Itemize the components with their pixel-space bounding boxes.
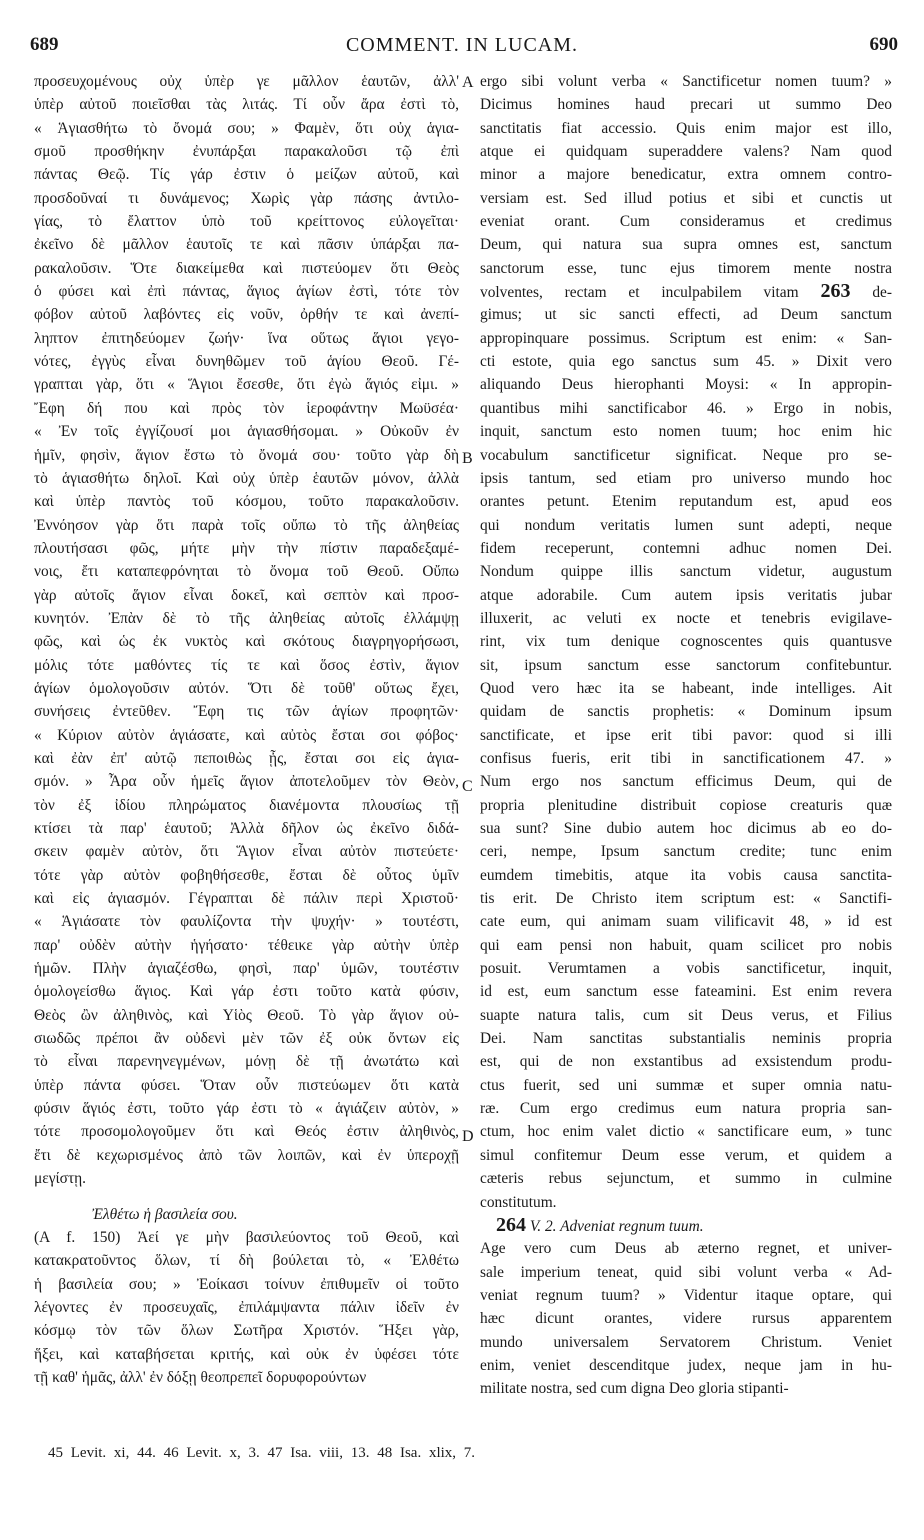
text-line: est, qui de non exstantibus ad exsistendum produ- (480, 1053, 892, 1071)
text-line: Θεὸς ὢν ἀληθινὸς, καὶ Υἱὸς Θεοῦ. Τὸ γὰρ ἅγιον οὐ- (34, 1006, 459, 1024)
text-line: (A f. 150) Ἀεί γε μὴν βασιλεύοντος τοῦ Θεοῦ, καὶ (34, 1228, 459, 1246)
text-line: νότες, ἐγγὺς εἶναι δυνηθῶμεν τοῦ ἁγίου Θεοῦ. Γέ- (34, 353, 459, 371)
text-line: κόσμῳ τὸν τῶν ὅλων Σωτῆρα Χριστόν. Ἥξει γὰρ, (34, 1322, 459, 1340)
text-line: minor a majore benedicatur, extra omnem contro- (480, 166, 892, 184)
text-line: « Κύριον αὐτὸν ἁγιάσατε, καὶ αὐτὸς ἔσται σοι φόβος· (34, 726, 459, 744)
text-line: τὸν ἐξ ἰδίου πληρώματος διανέμοντα πλουσίως τῇ (34, 796, 459, 814)
text-line: Ἔφη δή που καὶ πρὸς τὸν ἱεροφάντην Μωϋσέα· (34, 399, 459, 417)
text-line: Dei. Nam sanctitas substantialis neminis propria (480, 1030, 892, 1048)
text-line: gimus; ut sic sancti effecti, ad Deum sanctum (480, 306, 892, 324)
latin-text-column (480, 70, 892, 1401)
text-line: sale imperium teneat, quid sibi volunt verba « Ad- (480, 1263, 892, 1281)
page-header (0, 34, 924, 66)
greek-text-column (34, 70, 459, 1389)
text-line: σμοῦ προσθήκην ἐνυπάρξαι παρακαλοῦσι τῷ ἐπὶ (34, 143, 459, 161)
text-line: νοις, ἔτι καταπεφρόνηται τὸ ὄνομα τοῦ Θεοῦ. Οὔπω (34, 563, 459, 581)
text-line: τὸ ἁγιασθήτω δηλοῖ. Καὶ οὐχ ὑπὲρ ἑαυτῶν μόνον, ἀλλὰ (34, 469, 459, 487)
text-line: παρ' οὐδὲν αὐτὴν ἡγήσατο· τέθεικε γὰρ αὐτὴν ὑπὲρ (34, 936, 459, 954)
text-line: inquit, sanctum esto nomen tuum; hoc enim hic (480, 423, 892, 441)
text-line: ceri, nempe, Ipsum sanctum credite; tunc enim (480, 843, 892, 861)
text-line: ἡ βασιλεία σου; » Ἐοίκασι τοίνυν ἐπιθυμεῖν οἱ τοῦτο (34, 1275, 459, 1293)
text-line: rint, vix tum denique cognoscentes quis quantusve (480, 633, 892, 651)
text-line: ἁγίων ὁμολογοῦσιν αὐτόν. Ὅτι δὲ τοῦθ' οὕτως ἔχει, (34, 679, 459, 697)
text-line: ρακαλοῦσιν. Ὅτε διακείμεθα καὶ πιστεύομεν ὅτι Θεὸς (34, 259, 459, 277)
text-line: κυνητόν. Ἐπὰν δὲ τὸ τῆς ἀληθείας αὐτοῖς ἐλλάμψῃ (34, 609, 459, 627)
page-number-right: 690 (869, 34, 898, 55)
text-line: συνήσεις ἐντεῦθεν. Ἔφη τις τῶν ἁγίων προφητῶν· (34, 703, 459, 721)
text-line: ληπτον ἐπιτηδεύομεν ζωήν· ἵνα οὕτως ἅγιοι γεγο- (34, 329, 459, 347)
text-line: suapte natura talis, cum sit Deus verus, et Filius (480, 1006, 892, 1024)
text-line: sit, ipsum sanctum esse sanctorum confitebuntur. (480, 656, 892, 674)
text-line: sanctificate, et ipse erit tibi pavor: quod si illi (480, 726, 892, 744)
text-line: ἔτι δὲ κεχωρισμένος ἀπὸ τῶν λοιπῶν, καὶ ἐν ὑπεροχῇ (34, 1146, 459, 1164)
text-line: veniat regnum tuum? » Videntur itaque optare, qui (480, 1286, 892, 1304)
text-line: eumdem timebitis, atque ita vobis causa sanctita- (480, 866, 892, 884)
margin-letter-c: C (462, 778, 473, 795)
text-line: καὶ εἰς ἁγιασμόν. Γέγραπται δὲ πάλιν περὶ Χριστοῦ· (34, 890, 459, 908)
text-line: militate nostra, sed cum digna Deo gloria stipanti- (480, 1380, 789, 1398)
text-line: τῇ καθ' ἡμᾶς, ἀλλ' ἐν δόξῃ θεοπρεπεῖ δορυφορούντων (34, 1368, 367, 1386)
text-line: προσδοῦναί τι δυνάμενος; Χωρὶς γὰρ πάσης ἀντιλο- (34, 189, 459, 207)
footnotes: 45 Levit. xi, 44. 46 Levit. x, 3. 47 Isa. viii, 13. 48 Isa. xlix, 7. (48, 1445, 476, 1461)
text-line: Dicimus homines haud precari ut summo Deo (480, 96, 892, 114)
text-line: quidam de sanctis prophetis: « Dominum ipsum (480, 703, 892, 721)
latin-section-heading-line (480, 1214, 892, 1237)
text-line: hæc dicunt orantes, videre rursus apparentem (480, 1310, 892, 1328)
text-line: σκειν φαμὲν αὐτὸν, ὅτι Ἅγιον εἶναι αὐτὸν πιστεύετε· (34, 843, 459, 861)
text-line: Ἐννόησον γὰρ ὅτι παρὰ τοῖς οὔπω τὸ τῆς ἀληθείας (34, 516, 459, 534)
text-line: ræ. Cum ergo credimus eum natura propria san- (480, 1100, 892, 1118)
text-line: simul confitemur Deum esse verum, et quidem a (480, 1146, 892, 1164)
greek-section-heading: Ἐλθέτω ἡ βασιλεία σου. (92, 1205, 238, 1223)
text-line: Nondum quippe illis sanctum videtur, augustum (480, 563, 892, 581)
text-line: sua sunt? Sine dubio autem hoc dicimus ab eo do- (480, 820, 892, 837)
latin-paragraph-2 (480, 1237, 892, 1400)
text-line-fragment: volventes, rectam et inculpabilem vitam (480, 284, 799, 302)
text-line: ὑπὲρ πάντα φύσει. Ὅταν οὖν πιστεύωμεν ὅτι κατὰ (34, 1076, 459, 1094)
text-line: φόβον αὐτοῦ λαβόντες εἰς νοῦν, ὀρθήν τε καὶ ἀνεπί- (34, 306, 459, 324)
text-line: cti estote, quia ego sanctus sum 45. » Dixit vero (480, 353, 892, 371)
text-line: quantibus mihi sanctificabor 46. » Ergo in nobis, (480, 399, 892, 417)
text-line: σμόν. » Ἆρα οὖν ἡμεῖς ἅγιον ἀποτελοῦμεν τὸν Θεὸν, (34, 773, 459, 791)
text-line: propria plenitudine distribuit copiose creaturis quæ (480, 796, 892, 814)
text-line: σιωδῶς πρέποι ἂν οὐδενὶ μὲν τῶν ἐξ οὐκ ὄντων εἰς (34, 1030, 459, 1048)
text-line: καὶ ὑπὲρ παντὸς τοῦ κόσμου, τοῦτο παρακαλοῦσιν. (34, 493, 459, 511)
text-line: Num ergo nos sanctum efficimus Deum, qui de (480, 773, 892, 791)
text-line: καὶ ἐὰν ἐπ' αὐτῷ πεποιθὼς ᾖς, ἔσται σοι εἰς ἁγια- (34, 749, 459, 767)
text-line: Quod vero hæc ita se habeant, inde intelliges. Ait (480, 679, 892, 697)
section-number-263: 263 (820, 280, 851, 303)
text-line: τότε προσομολογοῦμεν ὅτι καὶ Θεός ἐστιν ἀληθινὸς, (34, 1123, 459, 1141)
text-line: πλουτήσασι φῶς, μήτε μὴν τὴν πίστιν παραδεξαμέ- (34, 539, 459, 557)
text-line: γὰρ αὐτοῖς ἅγιον εἶναι δοκεῖ, καὶ σεπτὸν καὶ προσ- (34, 586, 459, 604)
text-line: Age vero cum Deus ab æterno regnet, et univer- (480, 1240, 892, 1258)
text-line: mundo universalem Servatorem Christum. Veniet (480, 1333, 892, 1351)
text-line: γίας, τὸ ἔλαττον ὑπὸ τοῦ κρείττονος εὐλογεῖται· (34, 213, 459, 231)
text-line: γραπται γὰρ, ὅτι « Ἅγιοι ἔσεσθε, ὅτι ἐγὼ ἅγιός εἰμι. » (34, 376, 459, 394)
text-line: « Ἁγιασθήτω τὸ ὄνομά σου; » Φαμὲν, ὅτι οὐχ ἁγια- (34, 119, 459, 137)
text-line: aliquando Deus hierophanti Moysi: « In appropin- (480, 376, 892, 394)
margin-letter-a: A (462, 74, 474, 91)
text-line: τὸ εἶναι παρενηνεγμένων, μόνῃ δὲ τῇ ἀνωτάτω καὶ (34, 1053, 459, 1071)
text-line (480, 280, 892, 303)
latin-section-heading: V. 2. Adveniat regnum tuum. (529, 1217, 704, 1235)
margin-letter-b: B (462, 450, 473, 467)
margin-letter-d: D (462, 1128, 474, 1145)
text-line: ἥξει, καὶ καταβήσεται κριτής, καὶ οὐκ ἐν ὑφέσει τότε (34, 1345, 459, 1363)
text-line: τότε γὰρ αὐτὸν φοβηθήσεσθε, ἔσται δὲ οὗτος ὑμῖν (34, 866, 459, 884)
page-number-left: 689 (30, 34, 59, 55)
text-line: posuit. Verumtamen a vobis sanctificetur, inquit, (480, 960, 892, 978)
text-line: λέγοντες ἐν προσευχαῖς, ἐπιλάμψαντα πάλιν ἰδεῖν ἐν (34, 1298, 459, 1316)
text-line: illuxerit, ac veluti ex nocte et tenebris evigilave- (480, 609, 892, 627)
text-line: ctus fuerit, sed uni summæ et super omnia natu- (480, 1076, 892, 1094)
text-line: versiam est. Sed illud potius et sibi et cunctis ut (480, 189, 892, 207)
text-line: sanctorum esse, tunc ejus timorem mente nostra (480, 259, 892, 277)
text-line: constitutum. (480, 1193, 557, 1211)
text-line: qui eam pensi non habuit, quam scilicet pro nobis (480, 936, 892, 954)
text-line: vocabulum sanctificetur significat. Neque pro se- (480, 446, 892, 464)
text-line: Deum, qui natura sua supra omnes est, sanctum (480, 236, 892, 254)
text-line: sanctitatis fiat accessio. Quis enim major est illo, (480, 119, 892, 137)
text-line: ὑπὲρ αὐτοῦ ποιεῖσθαι τὰς λιτάς. Τί οὖν ἄρα ἐστὶ τὸ, (34, 96, 459, 114)
text-line: κτίσει τὰ παρ' ἑαυτοῦ; Ἀλλὰ δῆλον ὡς ἐκεῖνο διδά- (34, 820, 459, 837)
text-line-fragment: de- (872, 284, 892, 302)
text-line: προσευχομένους οὐχ ὑπὲρ γε μᾶλλον ἑαυτῶν, ἀλλ' (34, 73, 459, 90)
text-line: cæteris rebus sejunctum, et summo in culmine (480, 1170, 892, 1188)
text-line: ergo sibi volunt verba « Sanctificetur nomen tuum? » (480, 73, 892, 90)
text-line: ctum, hoc enim valet dictio « sanctificare eum, » tunc (480, 1123, 892, 1141)
text-line: fidem receperunt, contemni adhuc nomen Dei. (480, 539, 892, 557)
text-line: eveniat orant. Cum consideramus et credimus (480, 213, 892, 231)
text-line: cate eum, qui animam suam vilificavit 48, » id est (480, 913, 892, 931)
text-line: ἡμῖν, φησὶν, ἅγιον ἔστω τὸ ὄνομά σου· τοῦτο γὰρ δὴ (34, 446, 459, 464)
text-line: tis erit. De Christo item scriptum est: « Sanctifi- (480, 890, 892, 908)
text-line: enim, veniet descenditque judex, neque jam in hu- (480, 1356, 892, 1374)
text-line: ὁμολογείσθω ἅγιος. Καὶ γάρ ἐστι τοῦτο κατὰ φύσιν, (34, 983, 459, 1001)
text-line: appropinquare possimus. Scriptum est enim: « San- (480, 329, 892, 347)
latin-paragraph-1 (480, 70, 892, 1214)
text-line: κατακρατοῦντος ὅλων, τί δὴ βούλεται τὸ, « Ἐλθέτω (34, 1252, 459, 1270)
text-line: φύσιν ἅγιός ἐστι, τοῦτο γάρ ἐστι τὸ « ἁγιάζειν αὐτὸν, » (34, 1100, 459, 1118)
text-line: atque ei quidquam superaddere valens? Nam quod (480, 143, 892, 161)
running-title: COMMENT. IN LUCAM. (345, 34, 579, 56)
text-line: πάντας Θεῷ. Τίς γάρ ἐστιν ὁ μείζων αὐτοῦ, καὶ (34, 166, 459, 184)
text-line: confisus fueris, erit tibi in sanctificationem 47. » (480, 749, 892, 767)
text-line: φῶς, καὶ ὡς ἐκ νυκτὸς καὶ σκότους διαγρηγορήσωσι, (34, 633, 459, 651)
text-line: orantes petunt. Etenim reputandum est, apud eos (480, 493, 892, 511)
text-line: ἐκεῖνο δὲ μᾶλλον ἑαυτοῖς τε καὶ πᾶσιν ὑπάρξαι πα- (34, 236, 459, 254)
text-line: id est, eum sanctum esse fateamini. Est enim revera (480, 983, 892, 1001)
text-line: μόλις τότε μαθόντες τίς τε καὶ ὅσος ἐστὶν, ἅγιον (34, 656, 459, 674)
text-line: ἡμῶν. Πλὴν ἁγιαζέσθω, φησὶ, παρ' ὑμῶν, τουτέστιν (34, 960, 459, 978)
text-line: atque adorabile. Cum autem ipsis veritatis jubar (480, 586, 892, 604)
text-line: ὁ φύσει καὶ ἐπὶ πάντας, ἅγιος ἁγίων ἐστὶ, τότε τὸν (34, 283, 459, 301)
text-line: μεγίστῃ. (34, 1170, 87, 1188)
greek-paragraph-1 (34, 70, 459, 1191)
text-line: qui nondum veritatis lumen sunt adepti, neque (480, 516, 892, 534)
text-line: « Ἁγιάσατε τὸν φαυλίζοντα τὴν ψυχήν· » τουτέστι, (34, 913, 459, 931)
text-line: « Ἐν τοῖς ἐγγίζουσί μοι ἁγιασθήσομαι. » Οὐκοῦν ἐν (34, 423, 459, 441)
section-number-264: 264 (496, 1213, 526, 1236)
greek-paragraph-2 (34, 1226, 459, 1389)
text-line: ipsis tantum, sed etiam pro universo mundo hoc (480, 469, 892, 487)
